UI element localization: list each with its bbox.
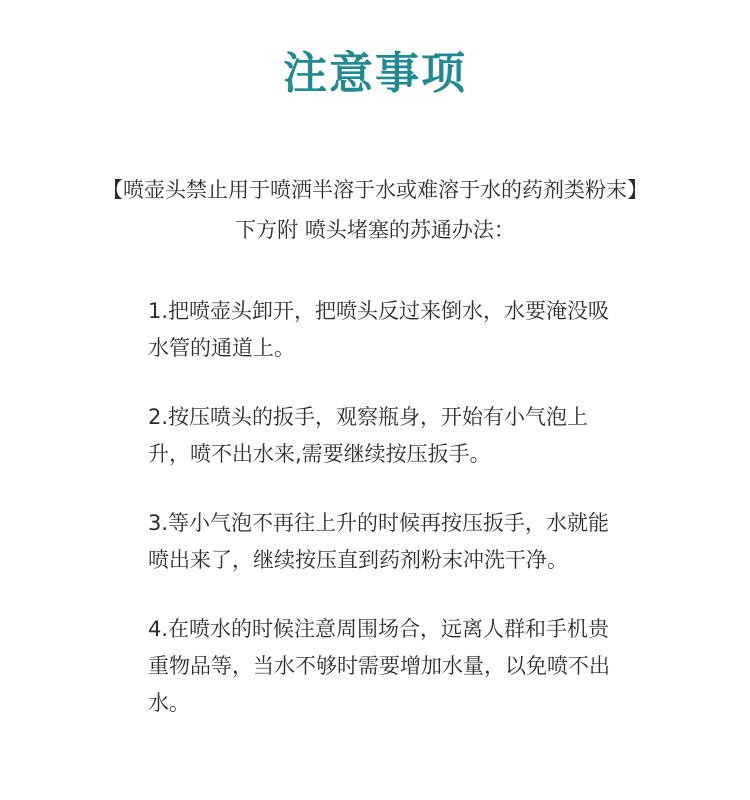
step-3: 3.等小气泡不再往上升的时候再按压扳手，水就能喷出来了，继续按压直到药剂粉末冲洗干净。	[148, 511, 610, 572]
warning-notice: 【喷壶头禁止用于喷洒半溶于水或难溶于水的药剂类粉末】	[102, 178, 648, 202]
step-2: 2.按压喷头的扳手，观察瓶身，开始有小气泡上升，喷不出水来,需要继续按压扳手。	[148, 405, 589, 466]
instructions-intro: 下方附 喷头堵塞的苏通办法：	[235, 218, 515, 242]
step-4: 4.在喷水的时候注意周围场合，远离人群和手机贵重物品等，当水不够时需要增加水量，以免喷不出水。	[148, 617, 610, 715]
steps-list	[148, 293, 618, 754]
step-1: 1.把喷壶头卸开，把喷头反过来倒水，水要淹没吸水管的通道上。	[148, 299, 610, 360]
page-title: 注意事项	[283, 48, 467, 99]
